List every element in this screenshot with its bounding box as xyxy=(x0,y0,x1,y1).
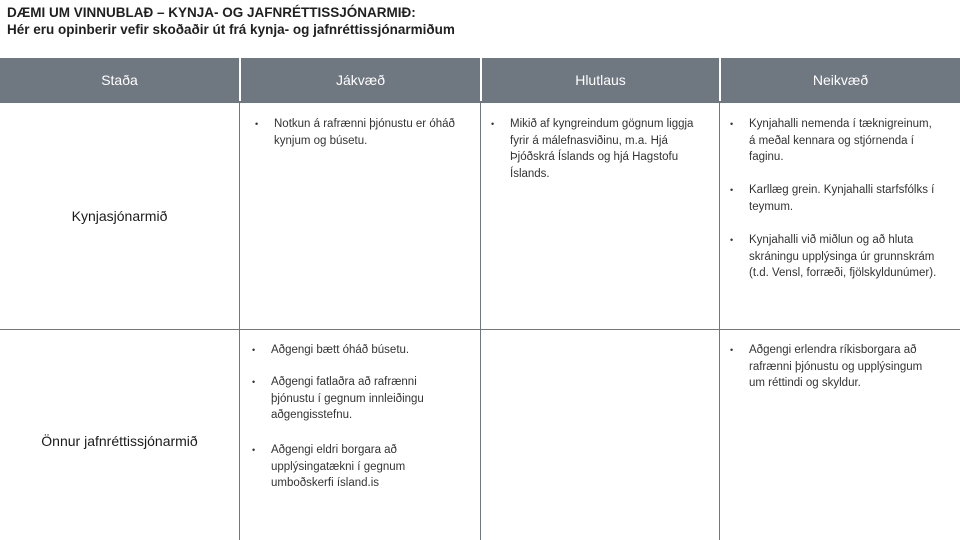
list-item: • Karllæg grein. Kynjahalli starfsfólks í teymum. xyxy=(730,184,935,213)
row-label-onnur: Önnur jafnréttissjónarmið xyxy=(41,433,198,449)
column-divider xyxy=(480,101,481,540)
list-item: • Mikið af kyngreindum gögnum liggja fyrir á málefnasviðinu, m.a. Hjá Þjóðskrá Íslands og hjá Hagstofu Íslands. xyxy=(491,118,694,180)
header-stada: Staða xyxy=(0,58,239,101)
bullet-icon: • xyxy=(491,119,495,129)
list-item: • Kynjahalli við miðlun og að hluta skráningu upplýsinga úr grunnskrám (t.d. Vensl, forræði, fjölskyldunúmer). xyxy=(730,234,937,279)
row-divider xyxy=(0,329,960,330)
header-hlutlaus: Hlutlaus xyxy=(482,58,719,101)
column-divider xyxy=(719,101,720,540)
title-line-1: DÆMI UM VINNUBLAÐ – KYNJA- OG JAFNRÉTTISSJÓNARMIÐ: xyxy=(7,5,416,20)
bullet-icon: • xyxy=(252,377,256,387)
bullet-icon: • xyxy=(730,119,734,129)
bullet-icon: • xyxy=(730,235,734,245)
header-jakvaed: Jákvæð xyxy=(241,58,480,101)
page-title xyxy=(7,4,455,38)
bullet-icon: • xyxy=(252,445,256,455)
list-item: • Notkun á rafrænni þjónustu er óháð kynjum og búsetu. xyxy=(255,118,455,147)
row-label-kynjasjonarmid: Kynjasjónarmið xyxy=(71,208,168,224)
worksheet-table xyxy=(0,58,960,540)
list-item: • Kynjahalli nemenda í tæknigreinum, á meðal kennara og stjórnenda í faginu. xyxy=(730,118,932,163)
list-item: • Aðgengi fatlaðra að rafrænni þjónustu í gegnum innleiðingu aðgengisstefnu. xyxy=(252,376,424,421)
bullet-icon: • xyxy=(252,345,256,355)
title-line-2: Hér eru opinberir vefir skoðaðir út frá kynja- og jafnréttissjónarmiðum xyxy=(7,22,455,37)
header-neikvaed: Neikvæð xyxy=(721,58,960,101)
column-divider xyxy=(239,101,240,540)
list-item: • Aðgengi bætt óháð búsetu. xyxy=(271,342,461,359)
bullet-icon: • xyxy=(730,185,734,195)
list-item: • Aðgengi erlendra ríkisborgara að rafrænni þjónustu og upplýsingum um réttindi og skyldur. xyxy=(730,344,923,389)
bullet-icon: • xyxy=(730,345,734,355)
list-item: • Aðgengi eldri borgara að upplýsingatækni í gegnum umboðskerfi ísland.is xyxy=(252,444,406,489)
bullet-icon: • xyxy=(255,119,259,129)
